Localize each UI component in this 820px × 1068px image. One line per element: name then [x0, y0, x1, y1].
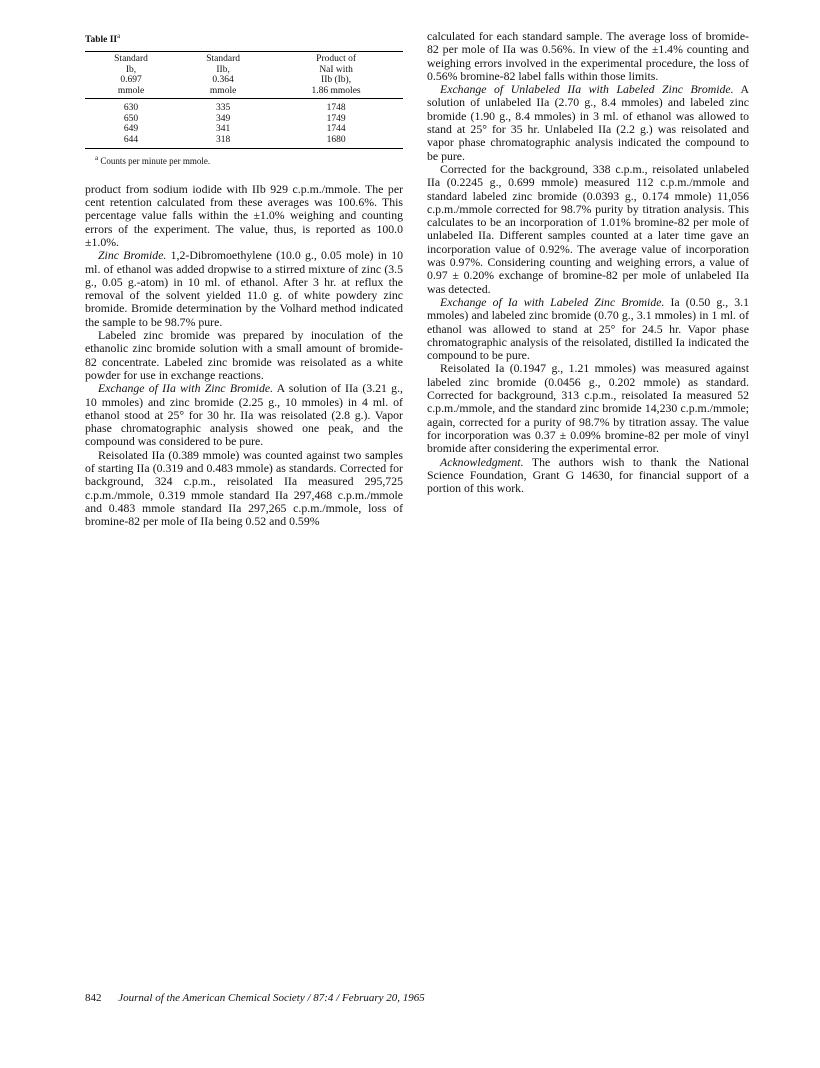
paragraph-text: 1,2-Dibromoethylene (10.0 g., 0.05 mole) in 10 ml. of ethanol was added dropwise to a stirred mixture of zinc (3.5 g., 0.05 g.-atom) in 10 ml. of ethanol. After 3 hr. at reflux the removal of the solvent yielded 11.0 g. of white powdery zinc bromide. Bromide determination by the Volhard method indicated the sample to be 98.7% pure.	[85, 248, 403, 329]
table-title: Table $II^a$	[85, 32, 121, 46]
table-row: 649 341 1744	[123, 124, 346, 135]
section-heading: Exchange of Ia with Labeled Zinc Bromide.	[440, 294, 665, 309]
paragraph-text: calculated for each standard sample. The average loss of bromide-82 per mole of IIa was 0.56%. In view of the ±1.4% counting and weighing errors involved in the experimental procedure, the loss of 0.56% bromine-82 label falls within those limits.	[427, 29, 749, 83]
data-table	[85, 51, 403, 149]
paragraph	[85, 449, 403, 529]
section-heading: Acknowledgment.	[440, 454, 524, 469]
section-heading: Exchange of IIa with Zinc Bromide.	[98, 381, 274, 396]
section-heading: Zinc Bromide.	[98, 248, 167, 263]
paragraph-text: Corrected for the background, 338 c.p.m., reisolated unlabeled IIa (0.2245 g., 0.699 mmole) measured 112 c.p.m./mmole and standard labeled zinc bromide (0.0393 g., 0.174 mmole) 11,056 c.p.m./mmole corrected for 98.7% purity by titration analysis. This calculates to be an incorporation of 1.01% bromine-82 per mole of unlabeled IIa. Different samples counted at a later time gave an incorporation value of 0.92%. The average value of incorporation was 0.97%. Considering counting and weighing errors, a value of 0.97 ± 0.20% exchange of bromine-82 per mole of unlabeled IIa was detected.	[427, 161, 749, 296]
paragraph-text: Reisolated Ia (0.1947 g., 1.21 mmoles) was measured against labeled zinc bromide (0.0456 g., 0.202 mmole) as standard. Corrected for background, 313 c.p.m., reisolated Ia measured 52 c.p.m./mmole, and the standard zinc bromide 14,230 c.p.m./mmole; again, corrected for a purity of 98.7% by titration assay. The value for incorporation was 0.37 ± 0.09% bromine-82 per mole of vinyl bromide after considering the experimental error.	[427, 361, 749, 456]
table-header-col-1: Standard Ib, 0.697 mmole	[114, 54, 148, 96]
table-footnote: $^a$ Counts per minute per mmole.	[95, 154, 211, 167]
table-row: 644 318 1680	[123, 134, 346, 145]
paragraph	[427, 296, 749, 362]
table-row: 630 335 1748	[123, 103, 346, 114]
paragraph	[85, 329, 403, 382]
paragraph-text: Ia (0.50 g., 3.1 mmoles) and labeled zinc bromide (0.70 g., 3.1 mmoles) in 1 ml. of ethanol was allowed to stand at 25° for 24.5 hr. Vapor phase chromatographic analysis of the reisolated, distilled Ia indicated the compound to be pure.	[427, 294, 749, 363]
right-paragraphs	[427, 30, 749, 495]
paragraph-text: A solution of unlabeled IIa (2.70 g., 8.4 mmoles) and labeled zinc bromide (1.90 g., 8.4 mmoles) in 3 ml. of ethanol was allowed to stand at 25° for 35 hr. Unlabeled IIa (2.2 g.) was reisolated and vapor phase chromatographic analysis indicated the compound to be pure.	[427, 82, 749, 163]
paragraph	[85, 249, 403, 329]
paragraph-text: Reisolated IIa (0.389 mmole) was counted against two samples of starting IIa (0.319 and 0.483 mmole) as standards. Corrected for background, 324 c.p.m., reisolated IIa measured 295,725 c.p.m./mmole, 0.319 mmole standard IIa 297,468 c.p.m./mmole and 0.483 mmole standard IIa 297,265 c.p.m./mmole, loss of bromine-82 per mole of IIa being 0.52 and 0.59%	[85, 447, 403, 529]
table-header-col-2: Standard IIb, 0.364 mmole	[206, 54, 240, 96]
paragraph-text: The authors wish to thank the National Science Foundation, Grant G 14630, for financial support of a portion of this work.	[427, 454, 749, 496]
right-column	[427, 30, 749, 495]
paragraph-text: A solution of IIa (3.21 g., 10 mmoles) and zinc bromide (2.25 g., 10 mmoles) in 4 ml. of ethanol stood at 25° for 30 hr. IIa was reisolated (2.8 g.). Vapor phase chromatographic analysis showed one peak, and the compound was considered to be pure.	[85, 381, 403, 449]
paragraph	[85, 183, 403, 249]
paragraph	[427, 456, 749, 496]
paragraph	[427, 362, 749, 455]
paragraph	[427, 30, 749, 83]
paragraph	[427, 163, 749, 296]
left-paragraphs	[85, 183, 403, 529]
paragraph-text: product from sodium iodide with IIb 929 c.p.m./mmole. The per cent retention calculated from these averages was 100.6%. This percentage value falls within the ±1.0% weighing and counting errors of the experiment. The value, thus, is reported as 100.0 ±1.0%.	[85, 181, 403, 249]
paragraph	[427, 83, 749, 163]
page-number: 842	[85, 992, 102, 1004]
page-footer	[85, 992, 425, 1004]
left-column	[85, 30, 403, 528]
table-header-col-3: Product of NaI with IIb (Ib), 1.86 mmoles	[311, 54, 361, 96]
table-row: 650 349 1749	[123, 113, 346, 124]
journal-citation: Journal of the American Chemical Society / 87:4 / February 20, 1965	[118, 992, 425, 1004]
paragraph-text: Labeled zinc bromide was prepared by inoculation of the ethanolic zinc bromide solution with a small amount of bromide-82 concentrate. Labeled zinc bromide was reisolated as a white powder for use in exchange reactions.	[85, 328, 403, 382]
paragraph	[85, 382, 403, 448]
section-heading: Exchange of Unlabeled IIa with Labeled Zinc Bromide.	[440, 82, 734, 97]
